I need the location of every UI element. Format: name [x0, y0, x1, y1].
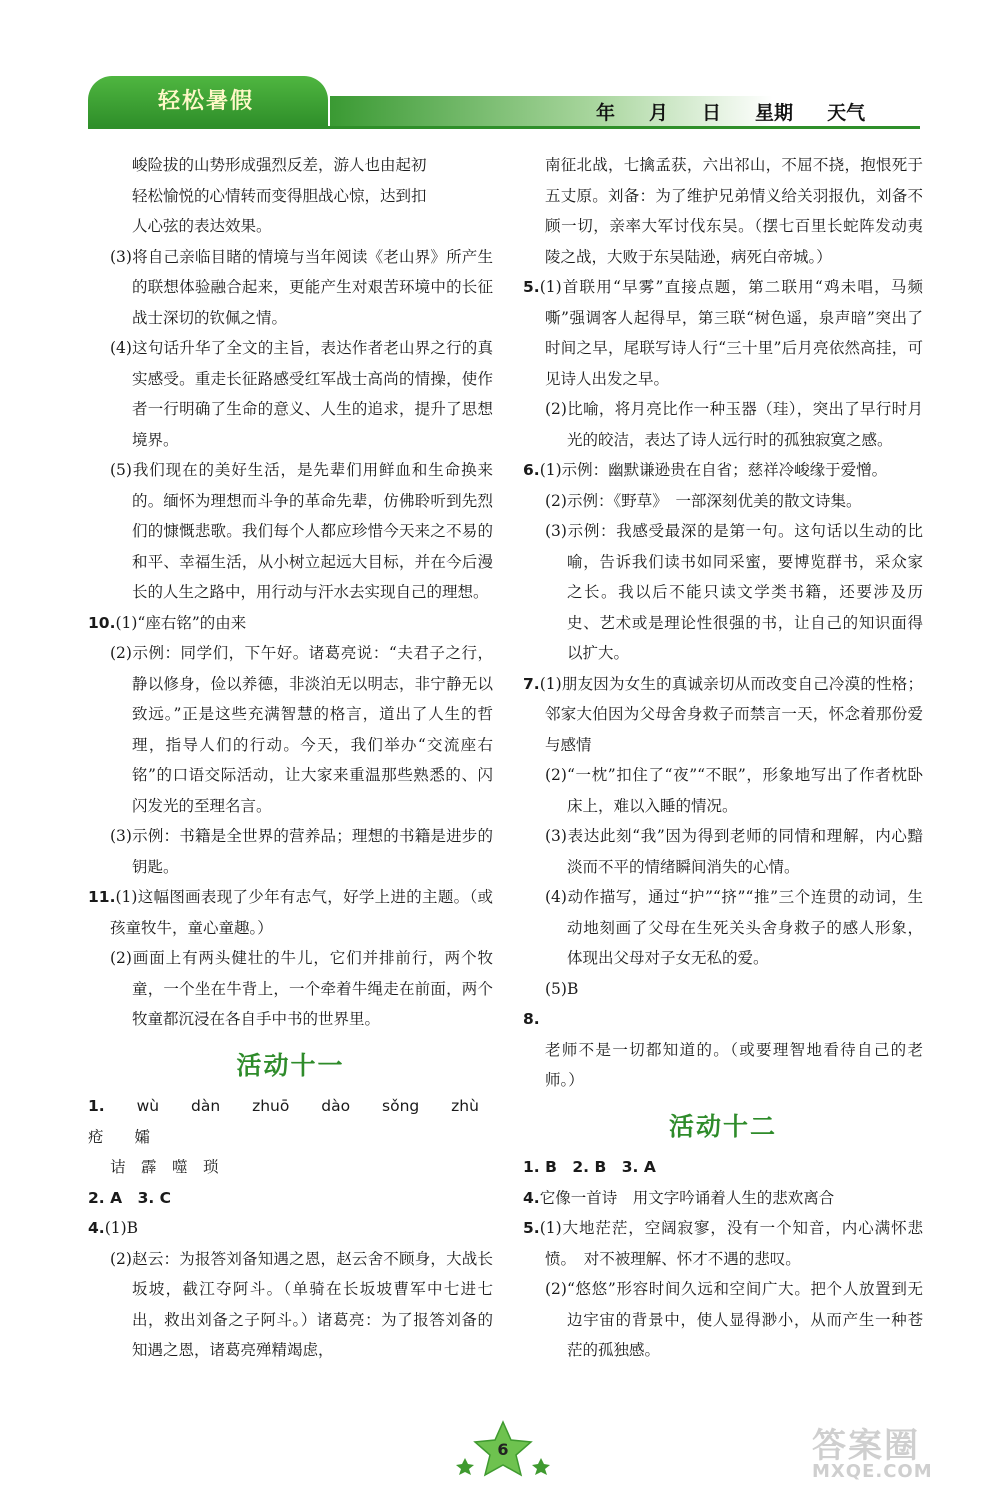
question-number: 10. — [88, 613, 116, 632]
choice-answers: 2. A 3. C — [88, 1188, 172, 1207]
answer-item: 老师不是一切都知道的。（或要理智地看待自己的老师。） — [545, 1040, 923, 1089]
header-badge — [88, 76, 328, 126]
question-8 — [523, 1004, 923, 1096]
question-10 — [88, 608, 493, 639]
answer-item: (1)首联用“早雾”直接点题，第二联用“鸡未唱，马频嘶”强调客人起得早，第三联“树色遥，泉声暗”突出了时间之早，尾联写诗人行“三十里”后月亮依然高挂，可见诗人出发之早。 — [539, 278, 923, 388]
answer-line: 峻险拔的山势形成强烈反差，游人也由起初 — [132, 156, 427, 174]
answer-item: (2)画面上有两头健壮的牛儿，它们并排前行，两个牧童，一个坐在牛背上，一个牵着牛绳走在前面，两个牧童都沉浸在各自手中书的世界里。 — [110, 949, 493, 1028]
pinyin-item: 疮 — [88, 1127, 104, 1146]
left-column — [88, 150, 493, 1366]
question-7 — [523, 669, 923, 761]
answer-item: (5)我们现在的美好生活，是先辈们用鲜血和生命换来的。缅怀为理想而斗争的革命先辈，仿佛聆听到先烈们的慷慨悲歌。我们每个人都应珍惜今天来之不易的和平、幸福生活，从小树立起远大目标，并在今后漫长的人生之路中，用行动与汗水去实现自己的理想。 — [110, 461, 493, 601]
question-4 — [523, 1183, 923, 1214]
pinyin-item: dàn — [191, 1097, 221, 1115]
answer-item: (1)B — [104, 1219, 139, 1237]
answer-item: (2)“一枕”扣住了“夜”“不眠”，形象地写出了作者枕卧床上，难以入睡的情况。 — [545, 766, 923, 815]
weather-label: 天气 — [827, 102, 866, 124]
answer-item: (2)示例：《野草》 一部深刻优美的散文诗集。 — [545, 491, 862, 510]
question-11 — [88, 882, 493, 943]
question-number: 4. — [523, 1188, 540, 1207]
answer-item: (2)“悠悠”形容时间久远和空间广大。把个人放置到无边宇宙的背景中，使人显得渺小，从而产生一种苍茫的孤独感。 — [545, 1280, 923, 1359]
answer-item: (3)表达此刻“我”因为得到老师的同情和理解，内心黯淡而不平的情绪瞬间消失的心情。 — [545, 827, 923, 876]
pinyin-item: 孀 — [134, 1127, 150, 1146]
header-divider — [88, 126, 920, 129]
pinyin-item: zhù — [451, 1097, 479, 1115]
day-label: 日 — [702, 102, 722, 124]
answer-continuation: 南征北战，七擒孟获，六出祁山，不屈不挠，抱恨死于五丈原。刘备：为了维护兄弟情义给关羽报仇，刘备不顾一切，亲率大军讨伐东吴。（摆七百里长蛇阵发动夷陵之战，大败于东吴陆逊，病死白帝城。） — [545, 156, 923, 266]
question-5 — [523, 272, 923, 394]
watermark-main: 答案圈 — [812, 1426, 920, 1466]
answer-item: (2)示例：同学们，下午好。诸葛亮说：“夫君子之行，静以修身，俭以养德，非淡泊无以明志，非宁静无以致远。”正是这些充满智慧的格言，道出了人生的哲理，指导人们的行动。今天，我们举办“交流座右铭”的口语交际活动，让大家来重温那些熟悉的、闪闪发光的至理名言。 — [110, 644, 493, 815]
answer-item: (1)大地茫茫，空阔寂寥，没有一个知音，内心满怀悲愤。 对不被理解、怀才不遇的悲叹。 — [539, 1219, 923, 1268]
answer-item: 它像一首诗 用文字吟诵着人生的悲欢离合 — [539, 1188, 835, 1207]
question-number: 5. — [523, 278, 540, 296]
answer-item: (5)B — [545, 979, 579, 998]
answer-item: (2)赵云：为报答刘备知遇之恩，赵云舍不顾身，大战长坂坡，截江夺阿斗。（单骑在长坂坡曹军中七进七出，救出刘备之子阿斗。）诸葛亮：为了报答刘备的知遇之恩，诸葛亮殚精竭虑， — [110, 1249, 493, 1359]
question-number: 8. — [523, 1010, 540, 1028]
choice-answers: 1. B 2. B 3. A — [523, 1158, 656, 1176]
question-number: 1. — [88, 1097, 105, 1115]
question-4 — [88, 1213, 493, 1244]
answer-item: (2)比喻，将月亮比作一种玉器（珪），突出了早行时月光的皎洁，表达了诗人远行时的孤独寂寞之感。 — [545, 400, 923, 449]
month-label: 月 — [649, 102, 669, 124]
answer-line: 人心弦的表达效果。 — [132, 217, 272, 235]
pinyin-item: wù — [136, 1097, 160, 1115]
pinyin-answers — [88, 1091, 493, 1152]
answer-item: (4)这句话升华了全文的主旨，表达作者老山界之行的真实感受。重走长征路感受红军战士高尚的情操，使作者一行明确了生命的意义、人生的追求，提升了思想境界。 — [110, 339, 493, 449]
answer-item: (1)“座右铭”的由来 — [115, 613, 247, 632]
pinyin-item: dào — [321, 1097, 351, 1115]
weekday-label: 星期 — [755, 102, 794, 124]
answer-item: (1)这幅图画表现了少年有志气，好学上进的主题。（或孩童牧牛，童心童趣。） — [110, 888, 493, 937]
question-number: 6. — [523, 461, 540, 479]
character-answers: 诘 霹 噬 琐 — [110, 1158, 219, 1176]
answer-item: (1)朋友因为女生的真诚亲切从而改变自己冷漠的性格；邻家大伯因为父母舍身救子而禁言一天，怀念着那份爱与感情 — [539, 674, 923, 754]
question-number: 5. — [523, 1219, 540, 1237]
answer-item: (4)动作描写，通过“护”“挤”“推”三个连贯的动词，生动地刻画了父母在生死关头舍身救子的感人形象，体现出父母对子女无私的爱。 — [545, 888, 923, 967]
answer-line: 轻松愉悦的心情转而变得胆战心惊，达到扣 — [132, 186, 427, 205]
badge-title: 轻松暑假 — [158, 89, 255, 114]
answer-item: (3)将自己亲临目睹的情境与当年阅读《老山界》所产生的联想体验融合起来，更能产生对艰苦环境中的长征战士深切的钦佩之情。 — [110, 247, 493, 327]
answer-item: (3)示例：书籍是全世界的营养品；理想的书籍是进步的钥匙。 — [110, 827, 493, 876]
question-6 — [523, 455, 923, 486]
section-title-12: 活动十二 — [668, 1111, 777, 1141]
right-column — [523, 150, 923, 1366]
page-header — [0, 0, 1000, 140]
answer-item: (1)示例：幽默谦逊贵在自省；慈祥冷峻缘于爱憎。 — [539, 461, 888, 479]
question-number: 11. — [88, 888, 116, 906]
question-number: 4. — [88, 1219, 105, 1237]
pinyin-item: zhuō — [252, 1097, 290, 1115]
watermark-url: MXQE.COM — [812, 1461, 933, 1482]
section-title-11: 活动十一 — [236, 1050, 345, 1080]
answer-item: (3)示例：我感受最深的是第一句。这句话以生动的比喻，告诉我们读书如同采蜜，要博览群书，采众家之长。我以后不能只读文学类书籍，还要涉及历史、艺术或是理论性很强的书，让自己的知识面得以扩大。 — [545, 522, 923, 662]
date-fields — [596, 98, 865, 125]
year-label: 年 — [596, 102, 616, 124]
watermark-logo — [812, 1418, 933, 1482]
page-number: 6 — [497, 1440, 509, 1459]
pinyin-item: sǒng — [382, 1097, 420, 1115]
question-number: 7. — [523, 674, 540, 693]
question-5 — [523, 1213, 923, 1274]
